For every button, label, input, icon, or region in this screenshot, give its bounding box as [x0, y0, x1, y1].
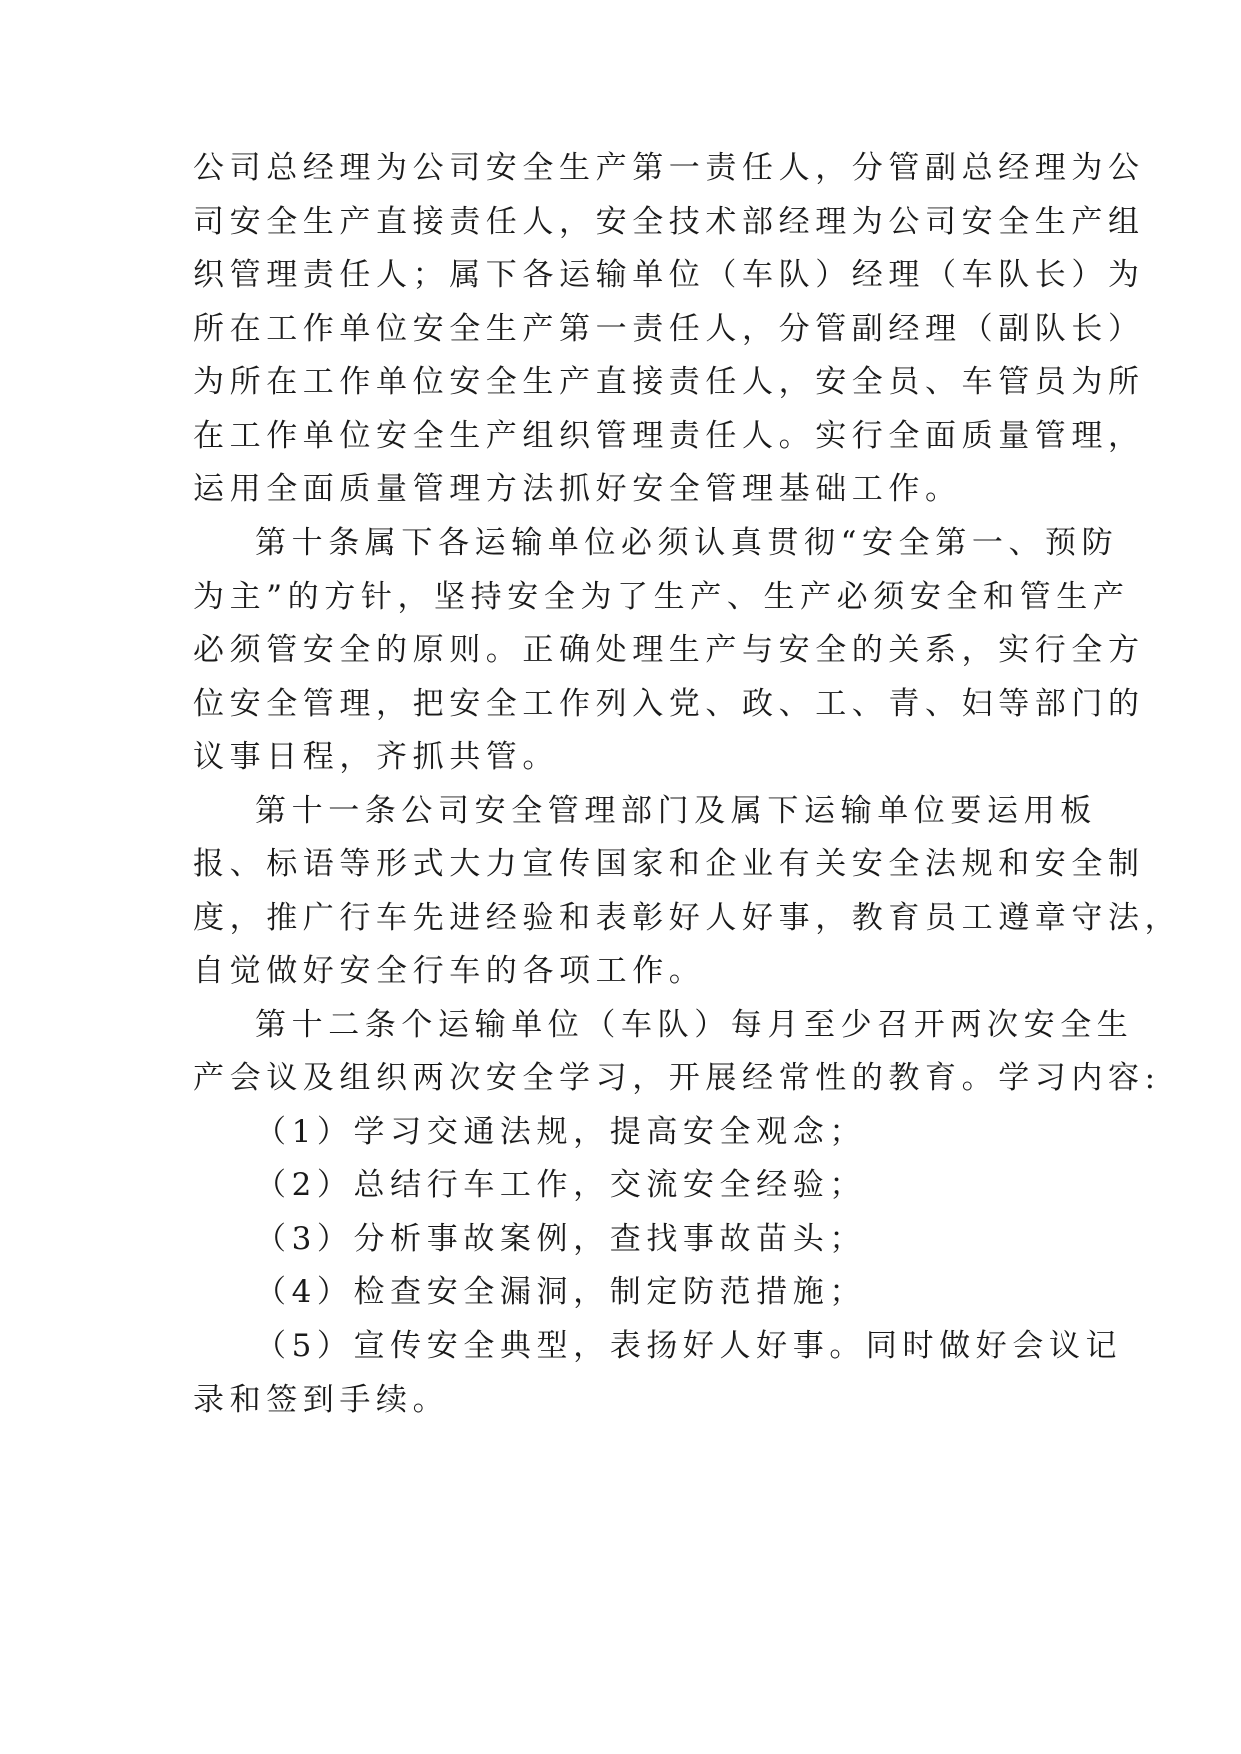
article-12-item-1: （1）学习交通法规，提高安全观念； — [255, 1114, 866, 1150]
article-10-line-4: 位安全管理，把安全工作列入党、政、工、青、妇等部门的 — [193, 686, 1145, 722]
paragraph-1-line-5: 为所在工作单位安全生产直接责任人，安全员、车管员为所 — [193, 364, 1145, 400]
paragraph-1-line-7: 运用全面质量管理方法抓好安全管理基础工作。 — [193, 471, 962, 507]
article-12-line-1: 第十二条个运输单位（车队）每月至少召开两次安全生 — [255, 1007, 1134, 1043]
paragraph-1-line-6: 在工作单位安全生产组织管理责任人。实行全面质量管理， — [193, 418, 1145, 454]
article-12-item-5: （5）宣传安全典型，表扬好人好事。同时做好会议记 — [255, 1328, 1123, 1364]
paragraph-1-line-1: 公司总经理为公司安全生产第一责任人，分管副总经理为公 — [193, 150, 1145, 186]
article-12-closing-line: 录和签到手续。 — [193, 1382, 450, 1418]
article-12-item-4: （4）检查安全漏洞，制定防范措施； — [255, 1274, 866, 1310]
article-10-line-3: 必须管安全的原则。正确处理生产与安全的关系，实行全方 — [193, 632, 1145, 668]
article-10-line-5: 议事日程，齐抓共管。 — [193, 739, 559, 775]
paragraph-1-line-3: 织管理责任人；属下各运输单位（车队）经理（车队长）为 — [193, 257, 1145, 293]
article-10-line-1: 第十条属下各运输单位必须认真贯彻“安全第一、预防 — [255, 525, 1119, 561]
article-11-line-1: 第十一条公司安全管理部门及属下运输单位要运用板 — [255, 793, 1097, 829]
article-12-item-3: （3）分析事故案例，查找事故苗头； — [255, 1221, 866, 1257]
article-11-line-3: 度，推广行车先进经验和表彰好人好事，教育员工遵章守法， — [193, 900, 1182, 936]
article-11-line-4: 自觉做好安全行车的各项工作。 — [193, 953, 706, 989]
article-10-line-2: 为主”的方针，坚持安全为了生产、生产必须安全和管生产 — [193, 579, 1130, 615]
paragraph-1-line-2: 司安全生产直接责任人，安全技术部经理为公司安全生产组 — [193, 204, 1145, 240]
article-12-line-2: 产会议及组织两次安全学习，开展经常性的教育。学习内容: — [193, 1060, 1161, 1096]
article-12-item-2: （2）总结行车工作，交流安全经验； — [255, 1167, 866, 1203]
article-11-line-2: 报、标语等形式大力宣传国家和企业有关安全法规和安全制 — [193, 846, 1145, 882]
paragraph-1-line-4: 所在工作单位安全生产第一责任人，分管副经理（副队长） — [193, 311, 1145, 347]
